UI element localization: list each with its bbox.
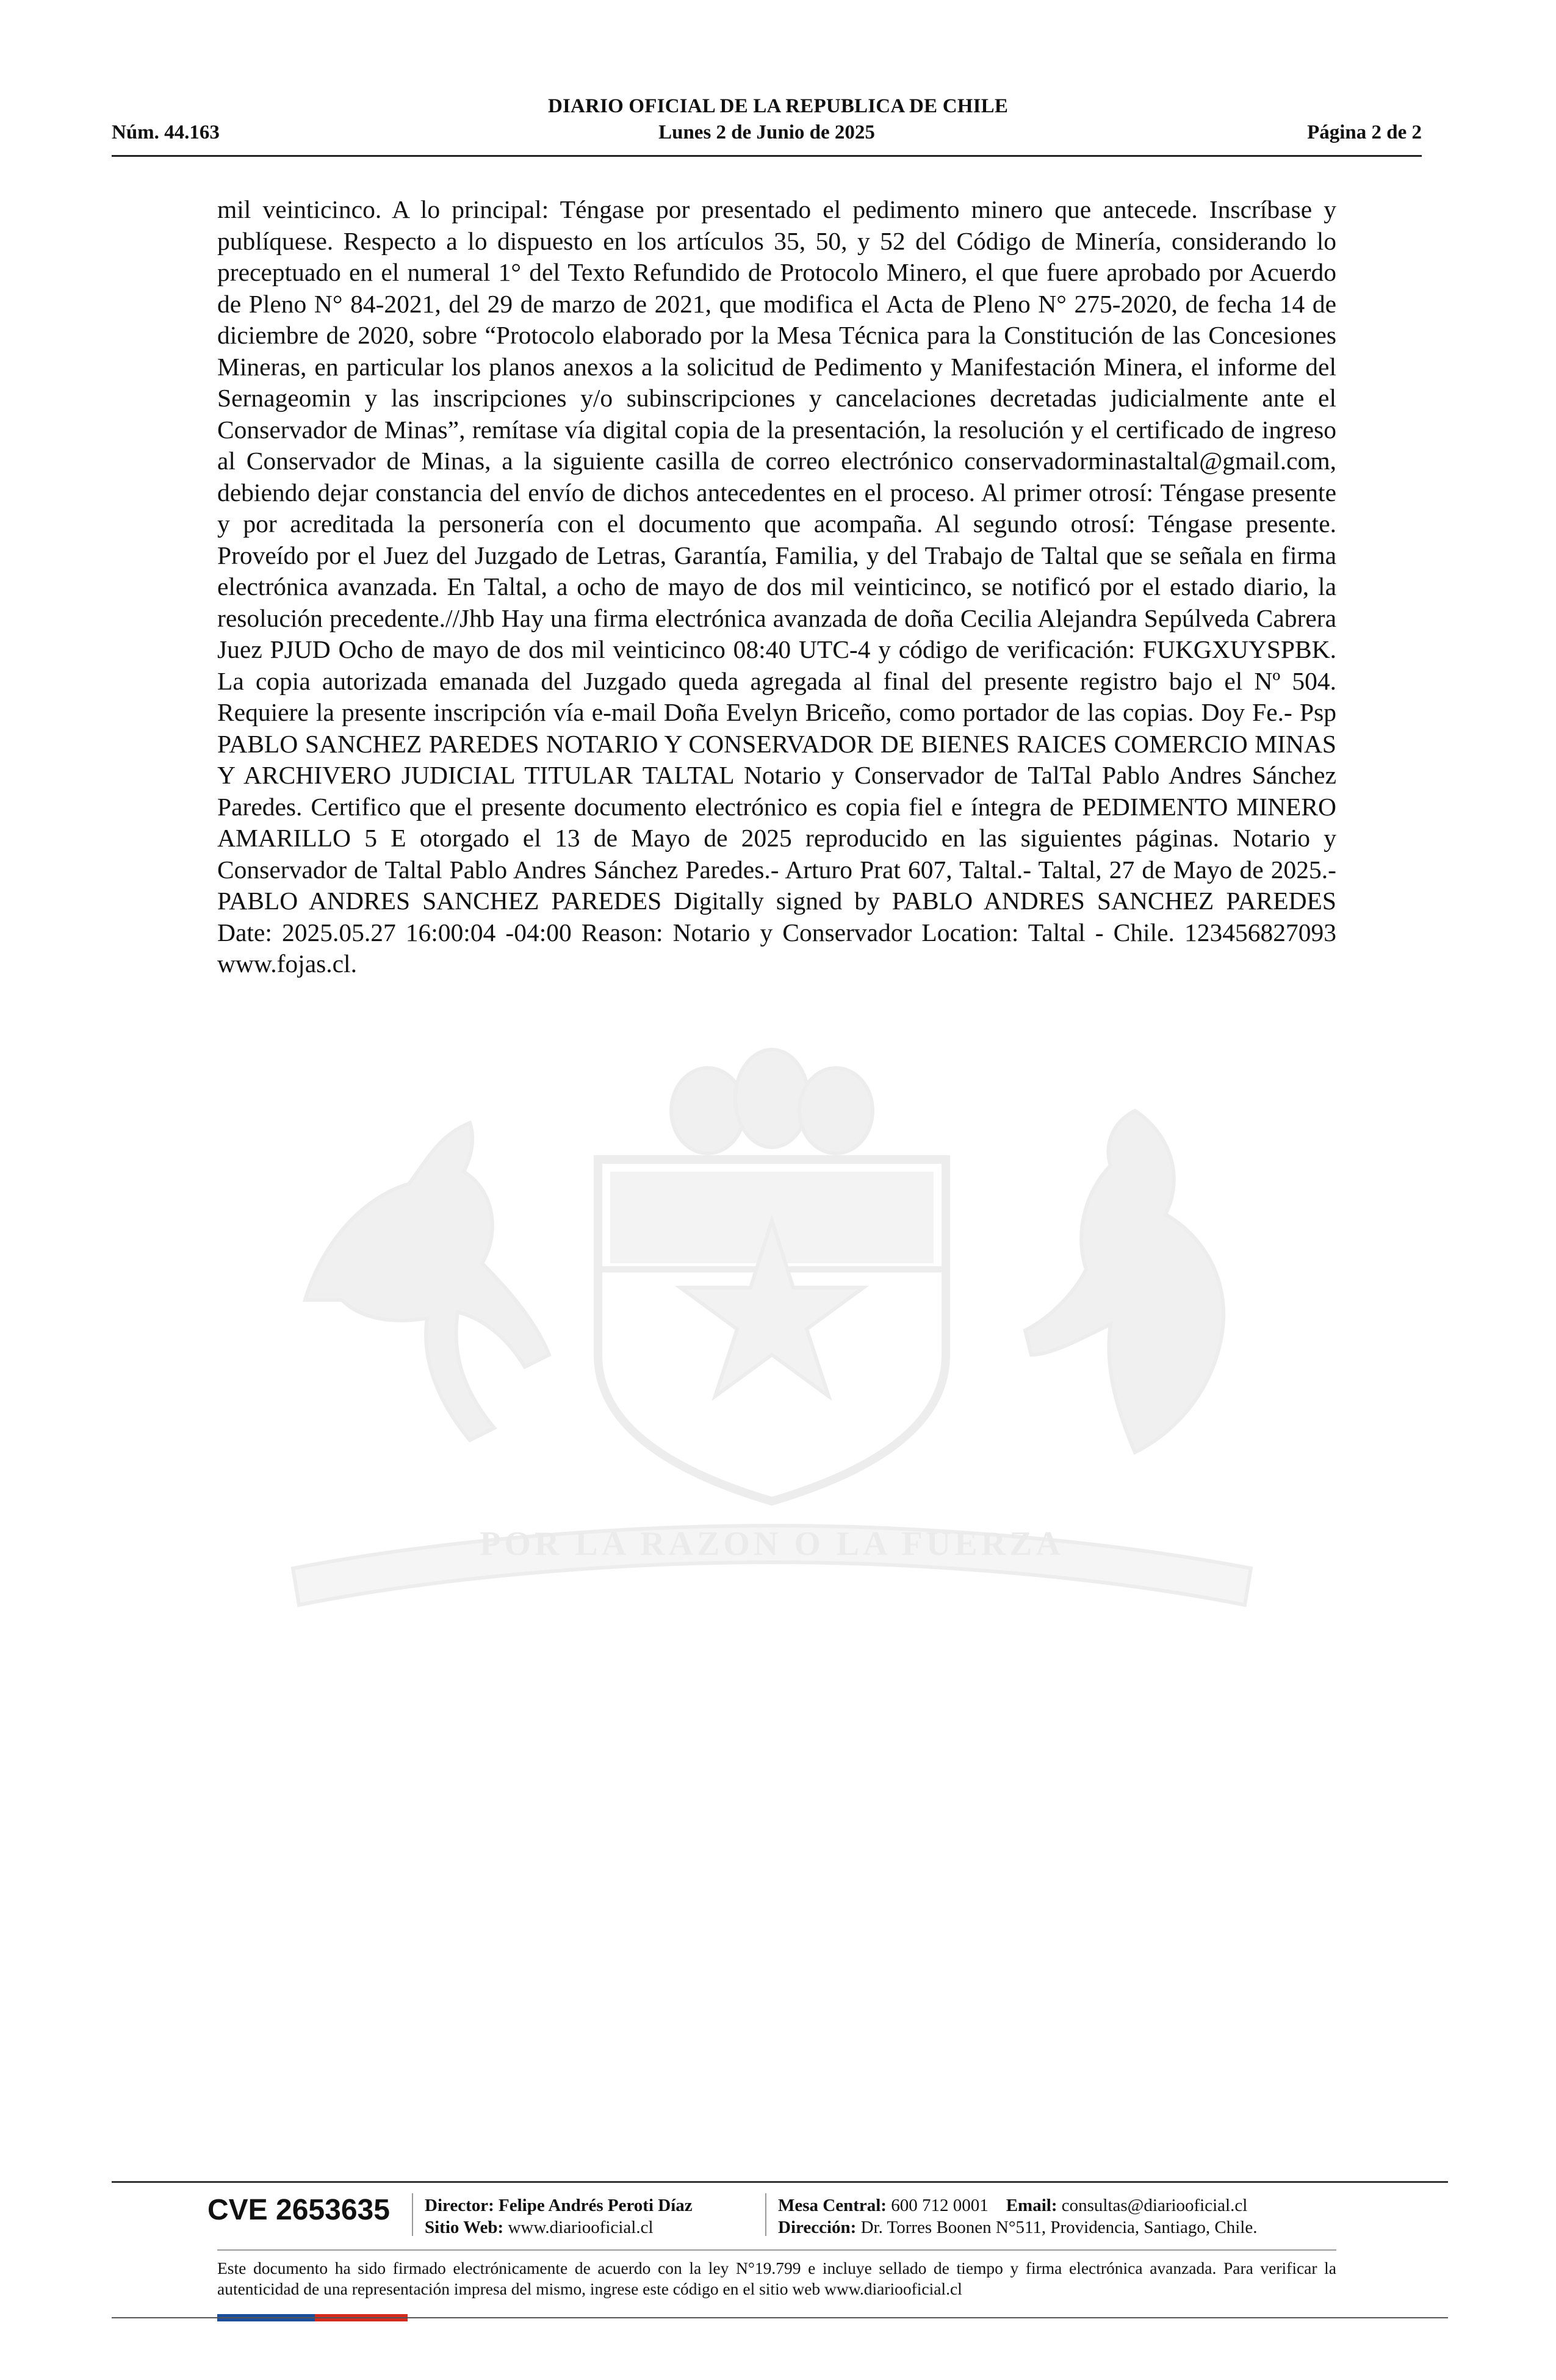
coat-of-arms-watermark [207, 1037, 1336, 1660]
mesa-central-phone: 600 712 0001 [891, 2196, 989, 2215]
director-label: Director: [425, 2196, 494, 2215]
mesa-central-label: Mesa Central: [778, 2196, 887, 2215]
footer-separator [412, 2193, 413, 2236]
motto-watermark-text: POR LA RAZON O LA FUERZA [480, 1525, 1064, 1563]
email-label: Email: [1006, 2196, 1057, 2215]
footer-divider-top [112, 2181, 1448, 2183]
footer-divider-middle [217, 2249, 1336, 2251]
header-divider [112, 155, 1422, 157]
website-label: Sitio Web: [425, 2218, 504, 2237]
address-label: Dirección: [778, 2218, 857, 2237]
issue-number: Núm. 44.163 [112, 121, 220, 143]
condor-watermark-shape [1025, 1111, 1223, 1452]
issue-date: Lunes 2 de Junio de 2025 [658, 121, 875, 143]
address-value: Dr. Torres Boonen N°511, Providencia, Santiago, Chile. [860, 2218, 1258, 2237]
cve-code: CVE 2653635 [207, 2194, 390, 2226]
director-name: Felipe Andrés Peroti Díaz [499, 2196, 693, 2215]
footer-contact-column [778, 2194, 1257, 2238]
huemul-watermark-shape [305, 1123, 549, 1440]
footer-separator [765, 2193, 766, 2236]
website-link[interactable]: www.diariooficial.cl [508, 2218, 654, 2237]
legal-notice: Este documento ha sido firmado electrónicamente de acuerdo con la ley N°19.799 e incluye sellado de tiempo y firma electrónica avanzada. Para verificar la autenticidad de una representación impresa del mismo, ingrese este código en el sitio web www.diariooficial.cl [217, 2259, 1336, 2298]
email-link[interactable]: consultas@diariooficial.cl [1061, 2196, 1248, 2215]
footer-director-column [425, 2194, 693, 2238]
footer-divider-bottom [112, 2317, 1448, 2318]
newspaper-title: DIARIO OFICIAL DE LA REPUBLICA DE CHILE [547, 95, 1009, 117]
document-body-text: mil veinticinco. A lo principal: Téngase por presentado el pedimento minero que antecede. Inscríbase y publíquese. Respecto a lo dispuesto en los artículos 35, 50, y 52 del Código de Minería, considerando lo preceptuado en el numeral 1° del Texto Refundido de Protocolo Minero, el que fuere aprobado por Acuerdo de Pleno N° 84-2021, del 29 de marzo de 2021, que modifica el Acta de Pleno N° 275-2020, de fecha 14 de diciembre de 2020, sobre “Protocolo elaborado por la Mesa Técnica para la Constitución de las Concesiones Mineras, en particular los planos anexos a la solicitud de Pedimento y Manifestación Minera, el informe del Sernageomin y las inscripciones y/o subinscripciones y cancelaciones decretadas judicialmente ante el Conservador de Minas”, remítase vía digital copia de la presentación, la resolución y el certificado de ingreso al Conservador de Minas, a la siguiente casilla de correo electrónico conservadorminastaltal@gmail.com, debiendo dejar constancia del envío de dichos antecedentes en el proceso. Al primer otrosí: Téngase presente y por acreditada la personería con el documento que acompaña. Al segundo otrosí: Téngase presente. Proveído por el Juez del Juzgado de Letras, Garantía, Familia, y del Trabajo de Taltal que se señala en firma electrónica avanzada. En Taltal, a ocho de mayo de dos mil veinticinco, se notificó por el estado diario, la resolución precedente.//Jhb Hay una firma electrónica avanzada de doña Cecilia Alejandra Sepúlveda Cabrera Juez PJUD Ocho de mayo de dos mil veinticinco 08:40 UTC-4 y código de verificación: FUKGXUYSPBK. La copia autorizada emanada del Juzgado queda agregada al final del presente registro bajo el Nº 504. Requiere la presente inscripción vía e-mail Doña Evelyn Briceño, como portador de las copias. Doy Fe.- Psp PABLO SANCHEZ PAREDES NOTARIO Y CONSERVADOR DE BIENES RAICES COMERCIO MINAS Y ARCHIVERO JUDICIAL TITULAR TALTAL Notario y Conservador de TalTal Pablo Andres Sánchez Paredes. Certifico que el presente documento electrónico es copia fiel e íntegra de PEDIMENTO MINERO AMARILLO 5 E otorgado el 13 de Mayo de 2025 reproducido en las siguientes páginas. Notario y Conservador de Taltal Pablo Andres Sánchez Paredes.- Arturo Prat 607, Taltal.- Taltal, 27 de Mayo de 2025.- PABLO ANDRES SANCHEZ PAREDES Digitally signed by PABLO ANDRES SANCHEZ PAREDES Date: 2025.05.27 16:00:04 -04:00 Reason: Notario y Conservador Location: Taltal - Chile. 123456827093 www.fojas.cl. [217, 195, 1336, 978]
page-number: Página 2 de 2 [1307, 121, 1422, 143]
